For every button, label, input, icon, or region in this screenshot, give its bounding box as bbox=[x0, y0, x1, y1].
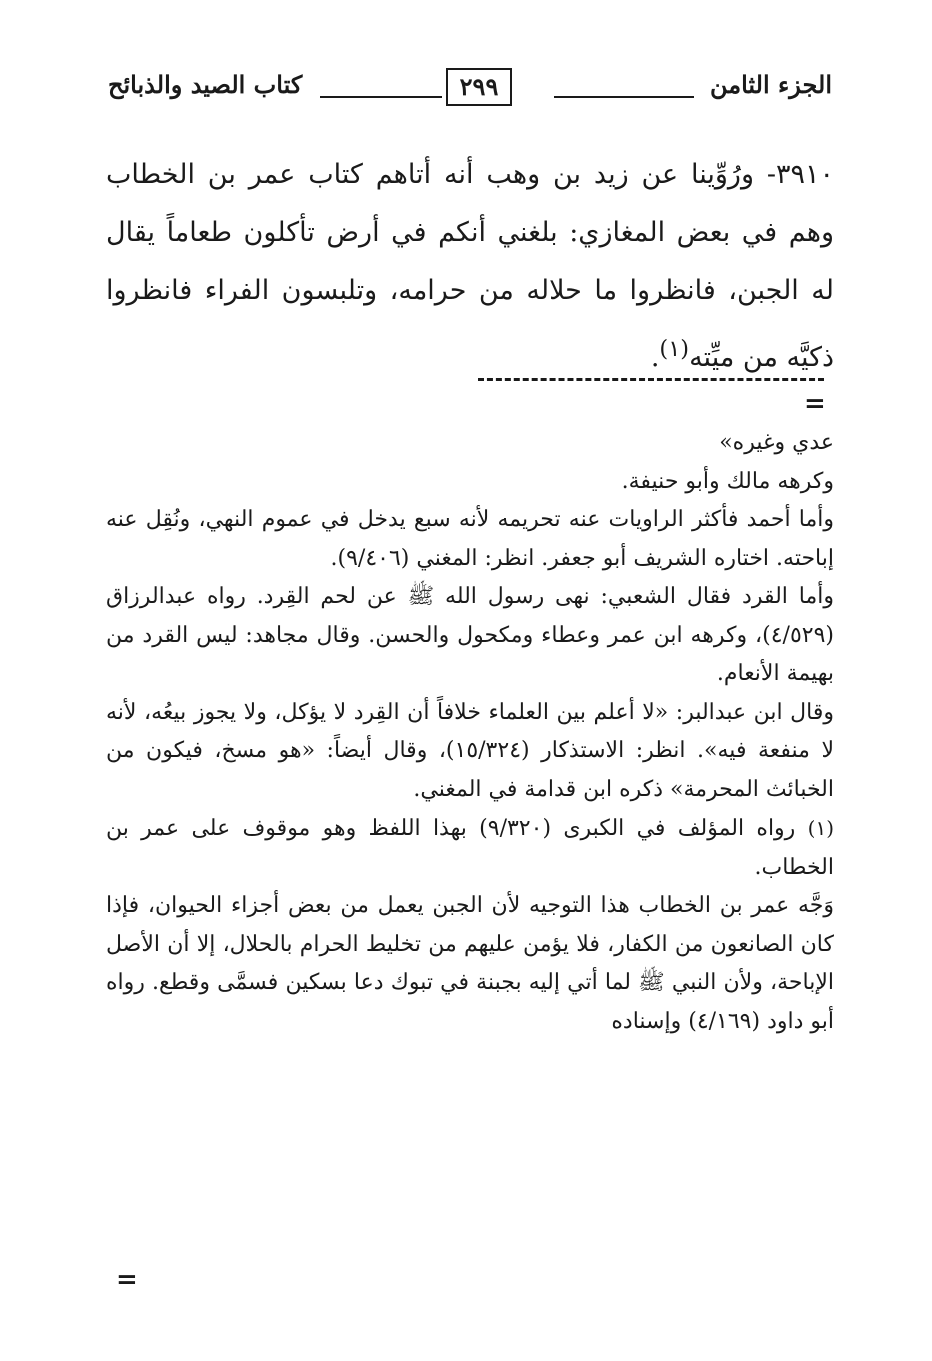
main-paragraph bbox=[106, 146, 834, 387]
volume-label: الجزء الثامن bbox=[709, 70, 832, 99]
note-line: وأما القرد فقال الشعبي: نهى رسول الله ﷺ عن لحم القِرد. رواه عبدالرزاق (٤/٥٢٩)، وكرهه ابن عمر وعطاء ومكحول والحسن. وقال مجاهد: ليس القرد من بهيمة الأنعام. bbox=[106, 584, 834, 686]
footnote-marker: (١) bbox=[807, 816, 834, 840]
main-text bbox=[106, 146, 834, 387]
footnote-1 bbox=[106, 809, 834, 887]
header-rule-right bbox=[554, 96, 694, 98]
footnote-separator bbox=[478, 378, 824, 381]
running-header bbox=[108, 62, 832, 112]
page-number-box: ٢٩٩ bbox=[446, 68, 512, 106]
footnote-reference: (١) bbox=[659, 336, 690, 362]
footnote-continuation: وَجَّه عمر بن الخطاب هذا التوجيه لأن الجبن يعمل من بعض أجزاء الحيوان، فإذا كان الصانعون من الكفار، فلا يؤمن عليهم من تخليط الحرام بالحلال، إلا أن الأصل الإباحة، ولأن النبي ﷺ لما أتي إليه بجبنة في تبوك دعا بسكين فسمَّى وقطع. رواه أبو داود (٤/١٦٩) وإسناده bbox=[106, 893, 834, 1034]
main-paragraph-text: ٣٩١٠- ورُوِّينا عن زيد بن وهب أنه أتاهم كتاب عمر بن الخطاب وهم في بعض المغازي: بلغني أنكم في أرض تأكلون طعاماً يقال له الجبن، فانظروا ما حلاله من حرامه، وتلبسون الفراء فانظروا ذكيَّه من ميِّته bbox=[106, 159, 834, 373]
note-line: وأما أحمد فأكثر الراويات عنه تحريمه لأنه سبع يدخل في عموم النهي، ونُقِل عنه إباحته. اختاره الشريف أبو جعفر. انظر: المغني (٩/٤٠٦). bbox=[106, 507, 834, 571]
footnotes bbox=[106, 424, 834, 1041]
note-line: وكرهه مالك وأبو حنيفة. bbox=[621, 468, 834, 494]
footnote-text: رواه المؤلف في الكبرى (٩/٣٢٠) بهذا اللفظ وهو موقوف على عمر بن الخطاب. bbox=[106, 816, 834, 880]
book-title: كتاب الصيد والذبائح bbox=[108, 70, 303, 99]
note-line: عدي وغيره» bbox=[719, 430, 834, 455]
continuation-mark-top: = bbox=[804, 389, 826, 419]
main-paragraph-end: . bbox=[650, 342, 660, 373]
continuation-mark-bottom: = bbox=[116, 1265, 138, 1295]
note-line: وقال ابن عبدالبر: «لا أعلم بين العلماء خلافاً أن القِرد لا يؤكل، ولا يجوز بيعُه، لأنه لا منفعة فيه». انظر: الاستذكار (١٥/٣٢٤)، وقال أيضاً: «هو مسخ، فيكون من الخبائث المحرمة» ذكره ابن قدامة في المغني. bbox=[106, 699, 834, 802]
header-rule-left bbox=[320, 96, 442, 98]
